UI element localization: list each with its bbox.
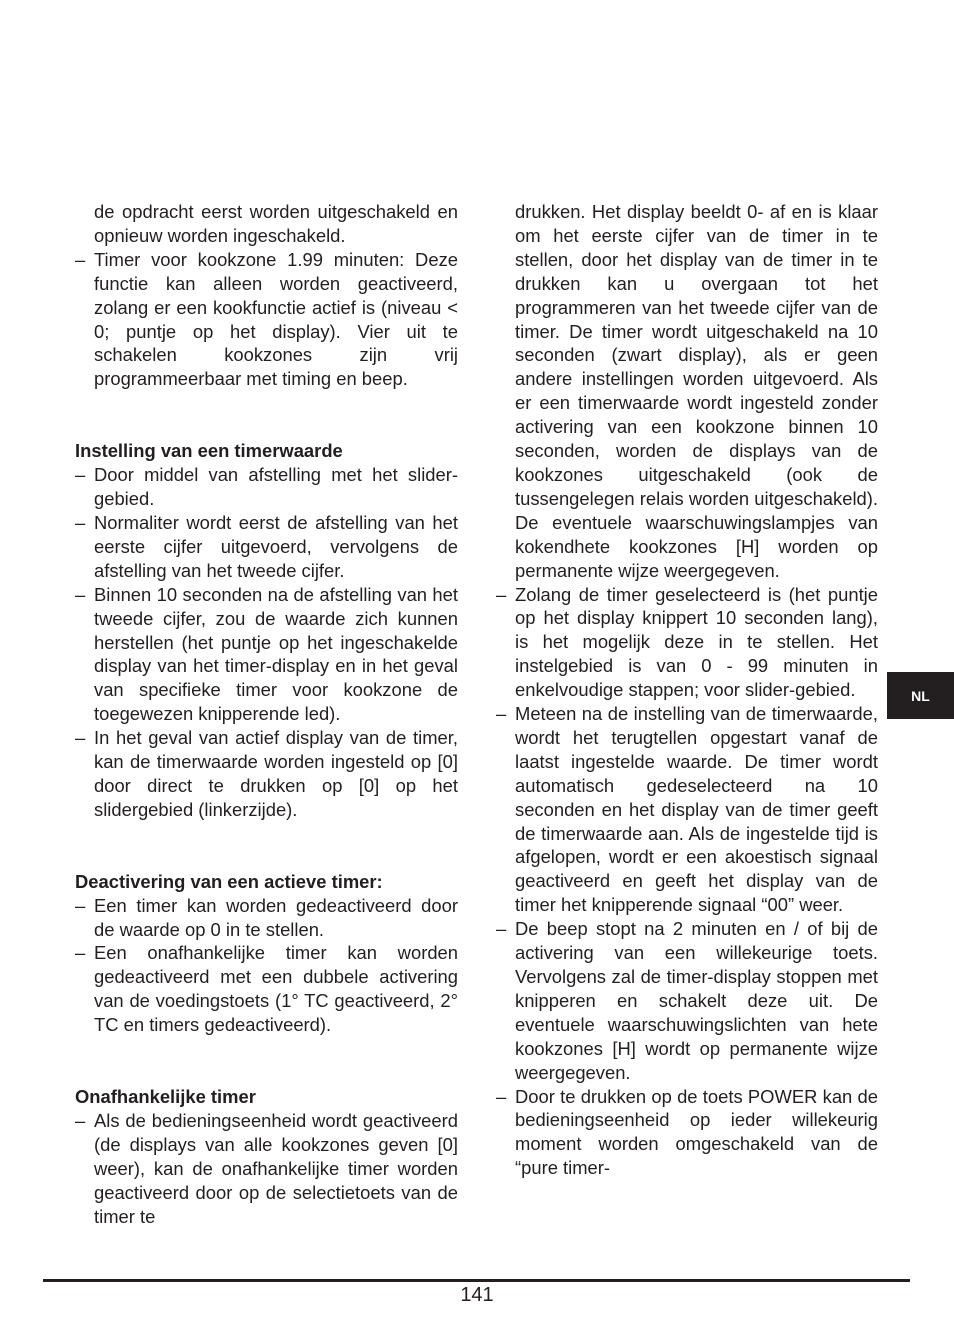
list-item: – Zolang de timer geselecteerd is (het puntje op het display knippert 10 seconden lang), is het mogelijk deze in te stellen. Het instelgebied is van 0 - 99 minuten in enkelvoudige stappen; voor slider-gebied. xyxy=(496,583,878,701)
list-item: – Een timer kan worden gedeactiveerd door de waarde op 0 in te stellen. xyxy=(75,894,458,940)
dash: – xyxy=(496,1085,507,1107)
intro-paragraph: de opdracht eerst worden uitgeschakeld en opnieuw worden ingeschakeld. xyxy=(94,201,458,246)
dash: – xyxy=(75,942,86,964)
section-heading: Instelling van een timerwaarde xyxy=(75,440,343,462)
list-item: – Een onafhankelijke timer kan worden gedeactiveerd met een dubbele activering van de voedingstoets (1° TC geactiveerd, 2° TC en timers gedeactiveerd). xyxy=(75,942,458,1036)
list-item: – Timer voor kookzone 1.99 minuten: Deze functie kan alleen worden geactiveerd, zolang er een kookfunctie actief is (niveau < 0; puntje op het display). Vier uit te schakelen kookzones zijn vrij programmeerbaar met timing en beep. xyxy=(75,248,458,390)
dash: – xyxy=(496,918,507,940)
page-number: 141 xyxy=(460,1284,494,1306)
continuation-paragraph: drukken. Het display beeldt 0- af en is klaar om het eerste cijfer van de timer in te stellen, door het display van de timer in te drukken kan u overgaan tot het programmeren van het tweede cijfer van de timer. De timer wordt uitgeschakeld na 10 seconden (zwart display), als er geen andere instellingen worden uitgevoerd. Als er een timerwaarde wordt ingesteld zonder activering van een kookzone binnen 10 seconden, worden de displays van de kookzones uitgeschakeld (ook de tussengelegen relais worden uitgeschakeld). De eventuele waarschuwingslampjes van kokendhete kookzones [H] worden op permanente wijze weergegeven. xyxy=(515,201,878,581)
right-column xyxy=(496,200,878,1180)
list-item: – Door middel van afstelling met het slider-gebied. xyxy=(75,464,458,510)
list-item: – In het geval van actief display van de timer, kan de timerwaarde worden ingesteld op [0] door direct te drukken op [0] op het slidergebied (linkerzijde). xyxy=(75,727,458,820)
list-item: – Normaliter wordt eerst de afstelling van het eerste cijfer uitgevoerd, vervolgens de afstelling van het tweede cijfer. xyxy=(75,511,458,581)
dash: – xyxy=(496,703,507,725)
dash: – xyxy=(75,727,86,749)
list-item: – Binnen 10 seconden na de afstelling van het tweede cijfer, zou de waarde zich kunnen herstellen (het puntje op het ingeschakelde display van het timer-display en in het geval van specifieke timer voor kookzone de toegewezen knipperende led). xyxy=(75,583,458,725)
list-item: – De beep stopt na 2 minuten en / of bij de activering van een willekeurige toets. Vervolgens zal de timer-display stoppen met knipperen en schakelt deze uit. De eventuele waarschuwingslichten van hete kookzones [H] wordt op permanente wijze weergegeven. xyxy=(496,918,878,1083)
dash: – xyxy=(75,583,86,605)
dash: – xyxy=(75,894,86,916)
list-item: – Meteen na de instelling van de timerwaarde, wordt het terugtellen opgestart vanaf de laatst ingestelde waarde. De timer wordt automatisch gedeselecteerd na 10 seconden en het display van de timer geeft de timerwaarde aan. Als de ingestelde tijd is afgelopen, wordt er een akoestisch signaal geactiveerd en geeft het display van de timer het knipperende signaal “00” weer. xyxy=(496,703,878,916)
language-tab: NL xyxy=(887,672,954,719)
left-column xyxy=(75,200,458,1229)
dash: – xyxy=(75,464,86,486)
dash: – xyxy=(75,248,86,270)
list-item: – Door te drukken op de toets POWER kan de bedieningseenheid op ieder willekeurig moment worden omgeschakeld van de “pure timer- xyxy=(496,1085,878,1179)
section-heading: Deactivering van een actieve timer: xyxy=(75,870,383,892)
dash: – xyxy=(496,583,507,605)
footer-rule xyxy=(43,1279,910,1282)
section-heading: Onafhankelijke timer xyxy=(75,1086,256,1108)
dash: – xyxy=(75,1110,86,1131)
list-item: – Als de bedieningseenheid wordt geactiveerd (de displays van alle kookzones geven [0] weer), kan de onafhankelijke timer worden geactiveerd door op de selectietoets van de timer te xyxy=(75,1110,458,1227)
dash: – xyxy=(75,511,86,533)
